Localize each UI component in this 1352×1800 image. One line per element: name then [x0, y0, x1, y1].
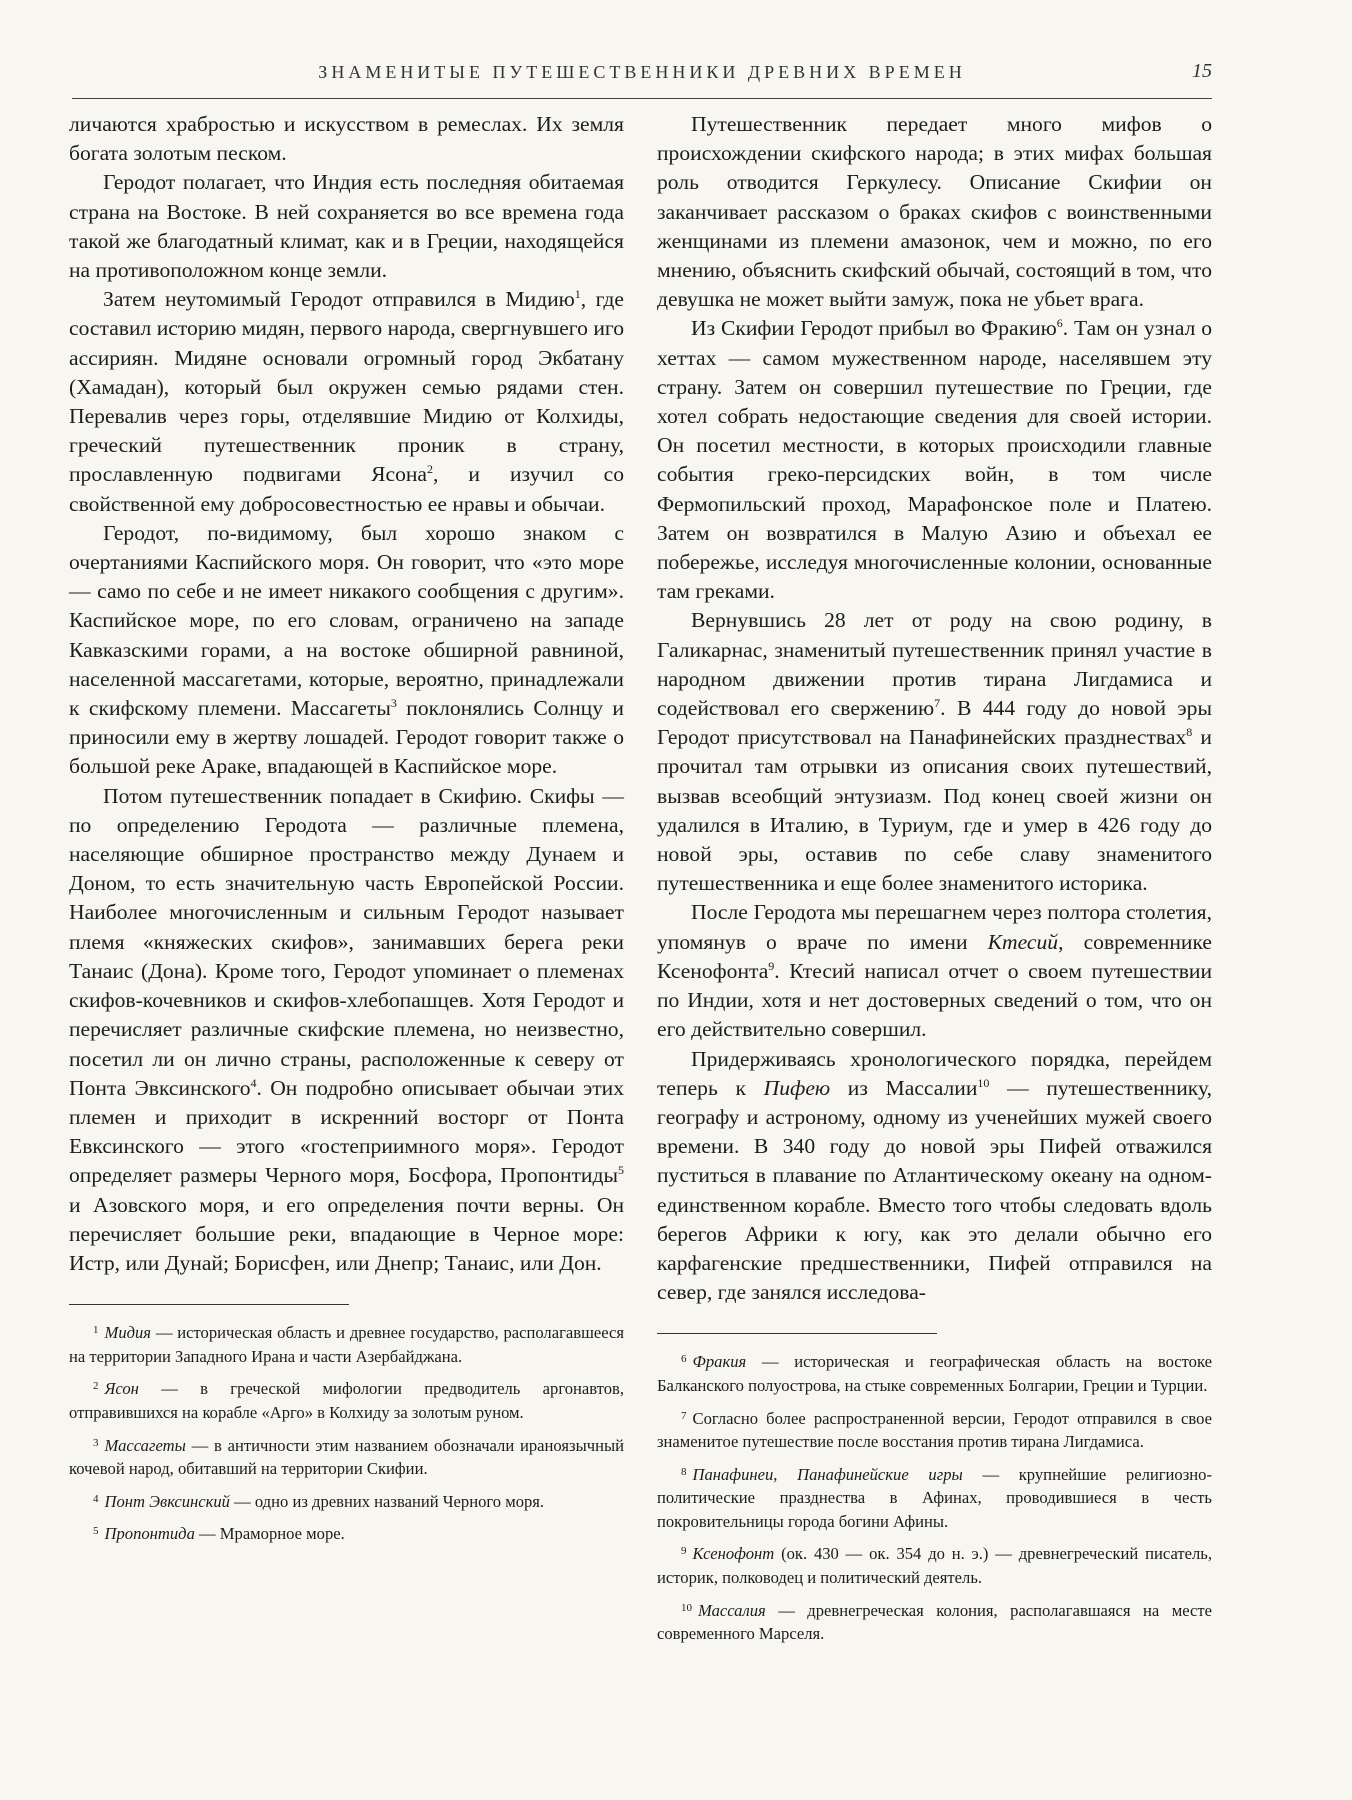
footnote — [69, 1434, 624, 1481]
footnote-number: 10 — [681, 1601, 692, 1614]
footnote-ref[interactable]: 2 — [427, 462, 434, 477]
footnote-term: Ксенофонт — [692, 1544, 775, 1564]
footnote-ref[interactable]: 4 — [250, 1075, 257, 1090]
text-run: — путешественнику, географу и астроному, одному из ученейших мужей своего времени. В 340 году до новой эры Пифей отважился пуститься в плавание по Атлантическому океану на одном-единственном корабле. Вместо того чтобы следовать вдоль берегов Африки к югу, как это делали обычно его карфагенские предшественники, Пифей отправился на север, где занялся исследова- — [657, 1075, 1212, 1305]
text-run: поклонялись Солнцу и приносили ему в жертву лошадей. Геродот говорит также о большой реке Араке, впадающей в Каспийское море. — [69, 696, 624, 779]
footnote-term: Ясон — [104, 1379, 139, 1399]
paragraph: Путешественник передает много мифов о происхождении скифского народа; в этих мифах большая роль отводится Геркулесу. Описание Скифии он заканчивает рассказом о браках скифов с воинственными женщинами из племени амазонок, чем и можно, по его мнению, объяснить скифский обычай, состоящий в том, что девушка не может выйти замуж, пока не убьет врага. — [657, 112, 1212, 312]
footnote-number: 7 — [681, 1409, 687, 1422]
header-rule — [72, 98, 1212, 99]
footnote-term: Пропонтида — [104, 1524, 195, 1544]
paragraph — [69, 782, 624, 1278]
footnote — [657, 1350, 1212, 1397]
page-number: 15 — [1192, 60, 1212, 82]
text-run: и прочитал там отрывки из описания своих путешествий, вызвав всеобщий энтузиазм. Под конец своей жизни он удалился в Италию, в Туриум, где и умер в 426 году до новой эры, оставив по себе славу знаменитого путешественника и еще более знаменитого историка. — [657, 725, 1212, 896]
footnote-text: (ок. 430 — ок. 354 до н. э.) — древнегреческий писатель, историк, полководец и политический деятель. — [657, 1544, 1212, 1588]
text-run: из Массалии — [830, 1075, 978, 1100]
footnote-term: Мидия — [104, 1323, 152, 1343]
footnote-text: — древнегреческая колония, располагавшаяся на месте современного Марселя. — [657, 1600, 1212, 1644]
footnote-term: Массагеты — [104, 1435, 186, 1455]
paragraph: личаются храбростью и искусством в ремеслах. Их земля богата золотым песком. — [69, 112, 624, 166]
text-run: . В 444 году до новой эры Геродот присутствовал на Панафинейских празднествах — [657, 696, 1212, 750]
footnote-ref[interactable]: 10 — [977, 1075, 990, 1090]
text-run: Геродот, по-видимому, был хорошо знаком с очертаниями Каспийского моря. Он говорит, что «это море — само по себе и не имеет никакого сообщения с другим». Каспийское море, по его словам, ограничено на западе Кавказскими горами, а на востоке обширной равниной, населенной массагетами, которые, вероятно, принадлежали к скифскому племени. Массагеты — [69, 520, 624, 721]
footnote-ref[interactable]: 8 — [1186, 725, 1193, 740]
text-run: После Геродота мы перешагнем через полтора столетия, упомянув о враче по имени — [657, 900, 1212, 954]
footnote-number: 2 — [93, 1380, 99, 1393]
footnote-number: 3 — [93, 1436, 99, 1449]
paragraph: Геродот полагает, что Индия есть последняя обитаемая страна на Востоке. В ней сохраняется во все времена года такой же благодатный климат, как и в Греции, находящейся на противоположном конце земли. — [69, 170, 624, 283]
footnote-ref[interactable]: 6 — [1056, 316, 1063, 331]
running-title: ЗНАМЕНИТЫЕ ПУТЕШЕСТВЕННИКИ ДРЕВНИХ ВРЕМЕН — [318, 62, 966, 82]
footnote-text: — в античности этим названием обозначали ираноязычный кочевой народ, обитавший на территории Скифии. — [69, 1435, 624, 1479]
footnote-ref[interactable]: 5 — [618, 1163, 624, 1178]
footnote — [69, 1490, 624, 1514]
footnote-term: Понт Эвксинский — [104, 1491, 230, 1511]
text-run: . Ктесий написал отчет о своем путешествии по Индии, хотя и нет достоверных сведений о том, что он его действительно совершил. — [657, 958, 1212, 1042]
footnote-number: 9 — [681, 1545, 687, 1558]
footnote-ref[interactable]: 7 — [934, 696, 941, 711]
footnote-text: — в греческой мифологии предводитель аргонавтов, отправившихся на корабле «Арго» в Колхиду за золотым руном. — [69, 1379, 624, 1422]
footnote-text: Согласно более распространенной версии, Геродот отправился в свое знаменитое путешествие после восстания против тирана Лигдамиса. — [657, 1408, 1212, 1452]
footnote-text: — крупнейшие религиозно-политические празднества в Афинах, проводившиеся в честь покровительницы города богини Афины. — [657, 1464, 1212, 1531]
text-run: , где составил историю мидян, первого народа, свергнувшего иго ассириян. Мидяне основали огромный город Экбатану (Хамадан), который был окружен семью рядами стен. Перевалив через горы, отделявшие Мидию от Колхиды, греческий путешественник проник в страну, прославленную подвигами Ясона — [69, 287, 625, 487]
footnote — [69, 1522, 624, 1546]
paragraph — [657, 606, 1212, 898]
footnote-number: 4 — [93, 1492, 99, 1505]
footnote — [657, 1407, 1212, 1454]
paragraph — [657, 1045, 1212, 1308]
text-run: Придерживаясь хронологического порядка, перейдем теперь к — [657, 1046, 1212, 1100]
text-run: Из Скифии Геродот прибыл во Фракию — [691, 316, 1057, 341]
paragraph — [69, 285, 624, 519]
text-run: , современнике Ксенофонта — [657, 929, 1212, 983]
footnote-text: — Мраморное море. — [194, 1524, 345, 1544]
text-run: Вернувшись 28 лет от роду на свою родину, в Галикарнас, знаменитый путешественник принял участие в народном движении против тирана Лигдамиса и содействовал его свержению — [657, 608, 1212, 721]
left-column — [69, 110, 624, 1555]
text-run: и Азовского моря, и его определения почти верны. Он перечисляет большие реки, впадающие в Черное море: Истр, или Дунай; Борисфен, или Днепр; Танаис, или Дон. — [69, 1192, 624, 1275]
text-run: Затем неутомимый Геродот отправился в Мидию — [103, 287, 575, 312]
footnotes-left — [69, 1321, 624, 1546]
paragraph — [657, 898, 1212, 1044]
text-run: Потом путешественник попадает в Скифию. Скифы — по определению Геродота — различные племена, населяющие обширное пространство между Дунаем и Доном, то есть значительную часть Европейской России. Наиболее многочисленным и сильным Геродот называет племя «княжеских скифов», занимавших берега реки Танаис (Дона). Кроме того, Геродот упоминает о племенах скифов-кочевников и скифов-хлебопашцев. Хотя Геродот и перечисляет различные скифские племена, но неизвестно, посетил ли он лично страны, расположенные к северу от Понта Эвксинского — [69, 783, 624, 1100]
footnote-ref[interactable]: 1 — [574, 287, 581, 302]
right-body-text — [657, 110, 1212, 1307]
text-run: . Он подробно описывает обычаи этих племен и приходит в искренний восторг от Понта Евксинского — этого «гостеприимного моря». Геродот определяет размеры Черного моря, Босфора, Пропонтиды — [69, 1075, 625, 1188]
footnote — [657, 1542, 1212, 1589]
footnote-number: 5 — [93, 1525, 99, 1538]
footnote-text: — одно из древних названий Черного моря. — [229, 1491, 545, 1511]
paragraph — [69, 519, 624, 782]
footnote-ref[interactable]: 3 — [390, 696, 397, 711]
footnote-text: — историческая и географическая область на востоке Балканского полуострова, на стыке современных Болгарии, Греции и Турции. — [657, 1352, 1212, 1395]
footnote-number: 8 — [681, 1465, 687, 1478]
italic-name: Пифею — [763, 1075, 831, 1100]
footnotes-right — [657, 1350, 1212, 1646]
footnote — [69, 1321, 624, 1368]
footnote-number: 6 — [681, 1353, 687, 1366]
footnote-term: Фракия — [692, 1352, 747, 1372]
footnote-term: Панафинеи, Панафинейские игры — [692, 1464, 963, 1484]
footnote — [657, 1463, 1212, 1534]
paragraph — [657, 314, 1212, 606]
footnote — [657, 1599, 1212, 1646]
italic-name: Ктесий — [987, 929, 1059, 954]
footnote-text: — историческая область и древнее государство, располагавшееся на территории Западного Ирана и части Азербайджана. — [69, 1323, 624, 1366]
footnote-separator — [69, 1304, 349, 1305]
text-run: , и изучил со свойственной ему добросовестностью ее нравы и обычаи. — [69, 462, 624, 516]
text-run: . Там он узнал о хеттах — самом мужественном народе, населявшем эту страну. Затем он совершил путешествие по Греции, где хотел собрать недостающие сведения для своей истории. Он посетил местности, в которых происходили главные события греко-персидских войн, в том числе Фермопильский проход, Марафонское поле и Платею. Затем он возвратился в Малую Азию и объехал ее побережье, исследуя многочисленные колонии, основанные там греками. — [657, 316, 1212, 604]
right-column — [657, 110, 1212, 1655]
footnote-term: Массалия — [698, 1600, 766, 1620]
footnote-number: 1 — [93, 1324, 99, 1337]
footnote-separator — [657, 1333, 937, 1334]
running-head — [72, 56, 1212, 96]
left-body-text — [69, 110, 624, 1278]
footnote — [69, 1377, 624, 1424]
footnote-ref[interactable]: 9 — [768, 958, 775, 973]
